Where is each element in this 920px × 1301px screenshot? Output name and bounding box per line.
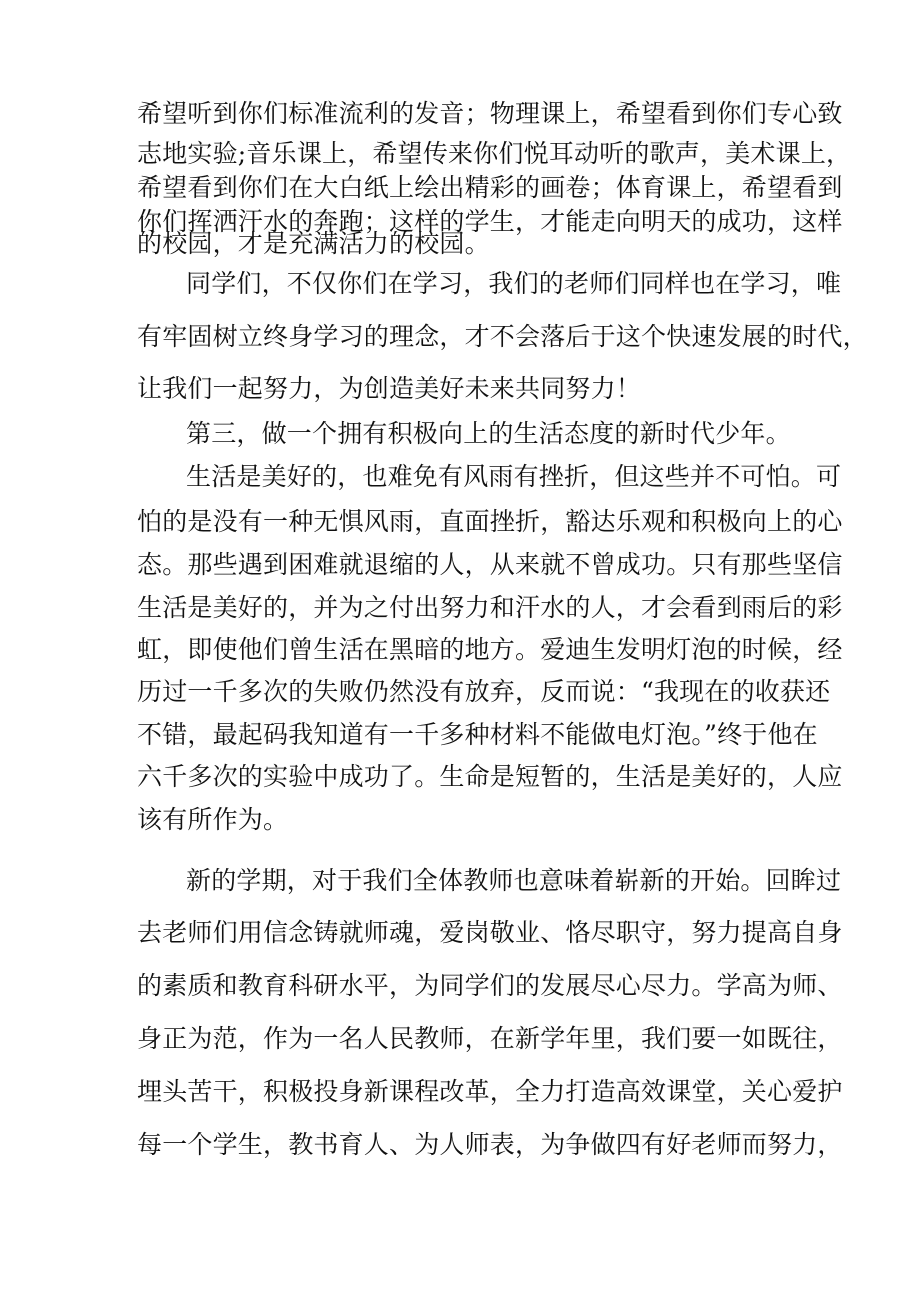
text-line: 志地实验;音乐课上，希望传来你们悦耳动听的歌声，美术课上，: [137, 139, 852, 168]
text-line: 让我们一起努力，为创造美好未来共同努力！: [137, 374, 642, 403]
text-line: 的素质和教育科研水平，为同学们的发展尽心尽力。学高为师、: [137, 971, 843, 1000]
text-line: 同学们，不仅你们在学习，我们的老师们同样也在学习，唯: [186, 269, 842, 298]
text-line: 埋头苦干，积极投身新课程改革，全力打造高效课堂，关心爱护: [137, 1077, 843, 1106]
text-line: 每一个学生，教书育人、为人师表，为争做四有好老师而努力，: [137, 1130, 843, 1159]
text-line: 身正为范，作为一名人民教师，在新学年里，我们要一如既往，: [137, 1024, 843, 1053]
text-line: 虹，即使他们曾生活在黑暗的地方。爱迪生发明灯泡的时候，经: [137, 635, 843, 664]
text-line: 你们挥洒汗水的奔跑；这样的学生，才能走向明天的成功，这样: [137, 207, 843, 236]
text-line: 新的学期，对于我们全体教师也意味着崭新的开始。回眸过: [186, 866, 842, 895]
text-line: 六千多次的实验中成功了。生命是短暂的，生活是美好的，人应: [137, 762, 843, 791]
text-line: 去老师们用信念铸就师魂，爱岗敬业、恪尽职守，努力提高自身: [137, 918, 843, 947]
text-line: 历过一千多次的失败仍然没有放弃，反而说：“我现在的收获还: [137, 677, 831, 706]
text-line: 生活是美好的，并为之付出努力和汗水的人，才会看到雨后的彩: [137, 593, 843, 622]
text-line: 怕的是没有一种无惧风雨，直面挫折，豁达乐观和积极向上的心: [137, 507, 843, 536]
text-line: 不错，最起码我知道有一千多种材料不能做电灯泡。”终于他在: [137, 720, 818, 749]
text-line: 的校园，才是充满活力的校园。: [137, 229, 490, 258]
text-line: 有牢固树立终身学习的理念，才不会落后于这个快速发展的时代，: [137, 322, 868, 351]
text-line: 希望看到你们在大白纸上绘出精彩的画卷；体育课上，希望看到: [137, 173, 843, 202]
text-line: 该有所作为。: [137, 805, 289, 834]
text-line: 态。那些遇到困难就退缩的人，从来就不曾成功。只有那些坚信: [137, 550, 843, 579]
text-line: 希望听到你们标准流利的发音；物理课上，希望看到你们专心致: [137, 99, 843, 128]
text-line: 第三，做一个拥有积极向上的生活态度的新时代少年。: [186, 419, 791, 448]
text-line: 生活是美好的，也难免有风雨有挫折，但这些并不可怕。可: [186, 462, 842, 491]
